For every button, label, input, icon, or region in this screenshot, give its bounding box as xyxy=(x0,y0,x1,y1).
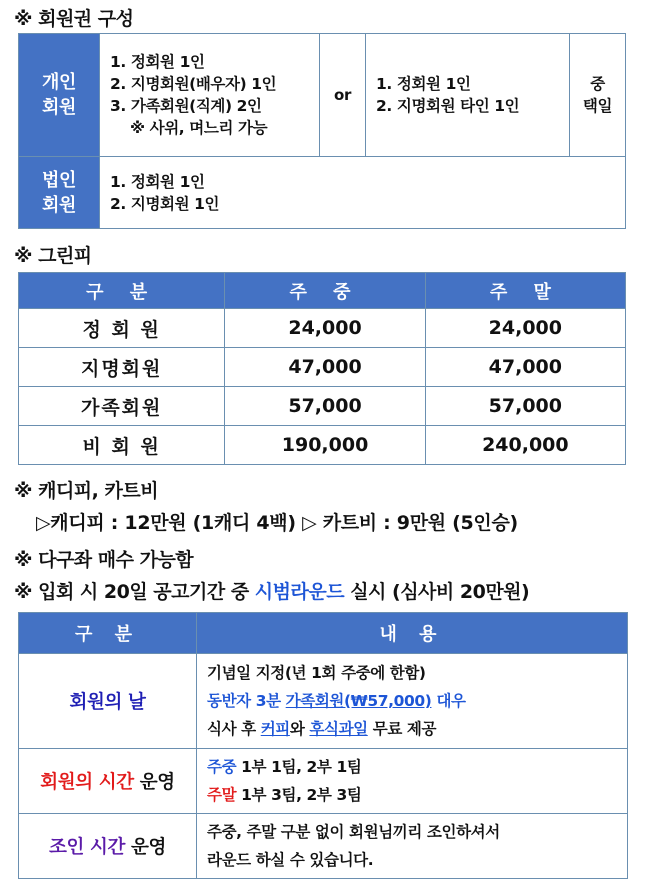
col-header-category: 구 분 xyxy=(19,613,197,654)
option-a-item: 1. 정회원 1인 xyxy=(110,53,205,71)
individual-member-label: 개인 회원 xyxy=(19,34,100,157)
col-header-category: 구 분 xyxy=(19,273,225,309)
greenfee-heading: ※ 그린피 xyxy=(14,245,92,267)
option-b-item: 1. 정회원 1인 xyxy=(376,75,471,93)
member-day-content: 기념일 지정(년 1회 주중에 한함) 동반자 3분 가족회원(₩57,000) 대우 식사 후 커피와 후식과일 무료 제공 xyxy=(197,654,628,749)
option-a xyxy=(100,34,320,157)
benefits-table xyxy=(18,612,628,879)
table-row: 비 회 원 190,000 240,000 xyxy=(19,426,626,465)
corporate-item: 2. 지명회원 1인 xyxy=(110,194,220,213)
corporate-items xyxy=(100,157,626,229)
table-row: 정 회 원 24,000 24,000 xyxy=(19,309,626,348)
corporate-item: 1. 정회원 1인 xyxy=(110,172,205,191)
option-a-item: 2. 지명회원(배우자) 1인 xyxy=(110,75,277,93)
option-a-note: ※ 사위, 며느리 가능 xyxy=(130,119,268,137)
col-header-weekday: 주 중 xyxy=(225,273,425,309)
multi-account-note: ※ 다구좌 매수 가능함 xyxy=(14,549,194,571)
table-row: 지명회원 47,000 47,000 xyxy=(19,348,626,387)
member-time-label: 회원의 시간 운영 xyxy=(19,749,197,814)
membership-table xyxy=(18,33,626,229)
member-day-label: 회원의 날 xyxy=(19,654,197,749)
member-time-content: 주중 1부 1팀, 2부 1팀 주말 1부 3팀, 2부 3팀 xyxy=(197,749,628,814)
table-row xyxy=(19,814,628,879)
trial-round-text: 시범라운드 xyxy=(254,581,345,603)
table-row xyxy=(19,654,628,749)
table-row: 가족회원 57,000 57,000 xyxy=(19,387,626,426)
membership-heading: ※ 회원권 구성 xyxy=(14,8,134,30)
admission-note: ※ 입회 시 20일 공고기간 중 시범라운드 실시 (심사비 20만원) xyxy=(14,581,530,603)
option-a-item: 3. 가족회원(직계) 2인 xyxy=(110,97,262,115)
table-row xyxy=(19,749,628,814)
caddie-cart-fees: ▷캐디피 : 12만원 (1캐디 4백) ▷ 카트비 : 9만원 (5인승) xyxy=(36,512,518,534)
option-b xyxy=(366,34,570,157)
greenfee-table xyxy=(18,272,626,465)
col-header-weekend: 주 말 xyxy=(425,273,625,309)
choose-one-label: 중 택일 xyxy=(570,34,626,157)
join-time-content: 주중, 주말 구분 없이 회원님끼리 조인하셔서 라운드 하실 수 있습니다. xyxy=(197,814,628,879)
col-header-content: 내 용 xyxy=(197,613,628,654)
or-label: or xyxy=(320,34,366,157)
option-b-item: 2. 지명회원 타인 1인 xyxy=(376,97,520,115)
corporate-member-label: 법인 회원 xyxy=(19,157,100,229)
caddie-heading: ※ 캐디피, 카트비 xyxy=(14,480,159,502)
join-time-label: 조인 시간 운영 xyxy=(19,814,197,879)
